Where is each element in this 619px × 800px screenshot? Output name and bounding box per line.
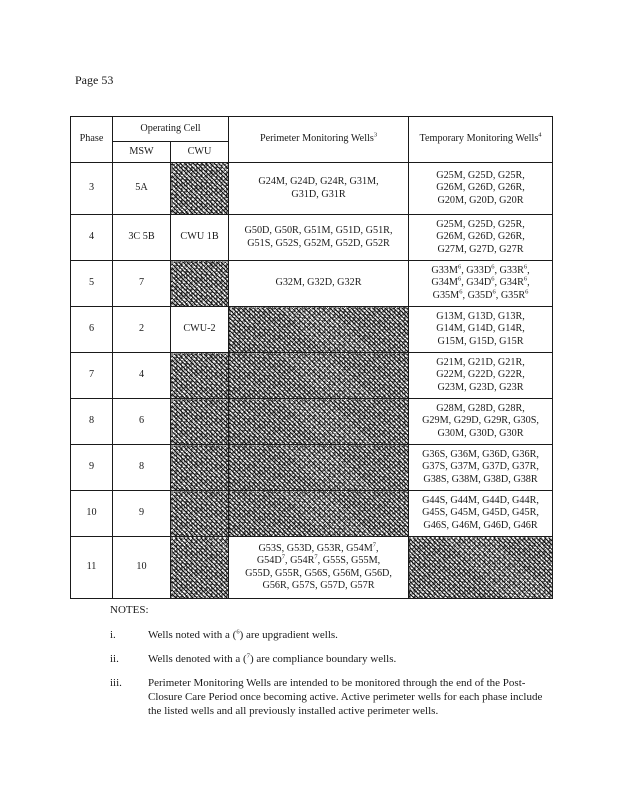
perimeter-wells-cell: G53S, G53D, G53R, $G54M^7$, $G54D^7$, $G54R^7$, G55S, G55M, G55D, G55R, G56S, G56M, G56D, G56R, G57S, G57D, G57R — [229, 537, 409, 599]
header-temporary-label: Temporary Monitoring Wells — [419, 133, 539, 145]
header-operating-cell: Operating Cell — [113, 117, 229, 142]
phase-cell: 8 — [71, 399, 113, 445]
table-row — [71, 491, 553, 537]
table-row — [71, 163, 553, 215]
cwu-cell — [171, 261, 229, 307]
cwu-cell: CWU 1B — [171, 215, 229, 261]
header-cwu: CWU — [171, 142, 229, 163]
note-text: Wells noted with a ($^6$) are upgradient wells. — [148, 628, 338, 641]
perimeter-wells-cell — [229, 491, 409, 537]
msw-cell: 3C 5B — [113, 215, 171, 261]
msw-cell: 5A — [113, 163, 171, 215]
perimeter-wells-cell: G32M, G32D, G32R — [229, 261, 409, 307]
header-perimeter-footnote: 3 — [373, 131, 378, 139]
note-item — [110, 628, 550, 642]
note-number: ii. — [110, 653, 119, 665]
phase-cell: 10 — [71, 491, 113, 537]
phase-cell: 5 — [71, 261, 113, 307]
cwu-cell — [171, 353, 229, 399]
header-perimeter-label: Perimeter Monitoring Wells — [259, 133, 374, 145]
cwu-cell: CWU-2 — [171, 307, 229, 353]
table-row — [71, 215, 553, 261]
note-number: i. — [110, 629, 116, 641]
phase-cell: 11 — [71, 537, 113, 599]
notes-list — [110, 628, 550, 718]
temporary-wells-cell: G28M, G28D, G28R, G29M, G29D, G29R, G30S, G30M, G30D, G30R — [409, 399, 553, 445]
note-item — [110, 652, 550, 666]
header-temporary-wells — [409, 117, 553, 163]
temporary-wells-cell: G44S, G44M, G44D, G44R, G45S, G45M, G45D, G45R, G46S, G46M, G46D, G46R — [409, 491, 553, 537]
msw-cell: 10 — [113, 537, 171, 599]
msw-cell: 4 — [113, 353, 171, 399]
table-body — [71, 163, 553, 599]
temporary-wells-cell — [409, 537, 553, 599]
page-number: Page 53 — [75, 73, 114, 87]
temporary-wells-cell: G21M, G21D, G21R, G22M, G22D, G22R, G23M, G23D, G23R — [409, 353, 553, 399]
perimeter-wells-cell: G24M, G24D, G24R, G31M, G31D, G31R — [229, 163, 409, 215]
cwu-cell — [171, 445, 229, 491]
msw-cell: 9 — [113, 491, 171, 537]
msw-cell: 7 — [113, 261, 171, 307]
note-item — [110, 676, 550, 718]
temporary-wells-cell: $G33M^6$, $G33D^6$, $G33R^6$, $G34M^6$, $G34D^6$, $G34R^6$, $G35M^6$, $G35D^6$, $G35R^6$ — [409, 261, 553, 307]
phase-cell: 6 — [71, 307, 113, 353]
temporary-wells-cell: G13M, G13D, G13R, G14M, G14D, G14R, G15M, G15D, G15R — [409, 307, 553, 353]
temporary-wells-cell: G25M, G25D, G25R, G26M, G26D, G26R, G27M, G27D, G27R — [409, 215, 553, 261]
phase-cell: 4 — [71, 215, 113, 261]
header-temporary-footnote: 4 — [538, 131, 542, 139]
phase-cell: 3 — [71, 163, 113, 215]
table-row — [71, 537, 553, 599]
perimeter-wells-cell — [229, 399, 409, 445]
cwu-cell — [171, 163, 229, 215]
header-perimeter-wells — [229, 117, 409, 163]
note-text: Wells denoted with a ($^7$) are compliance boundary wells. — [148, 652, 397, 665]
table-row — [71, 307, 553, 353]
temporary-wells-cell: G25M, G25D, G25R, G26M, G26D, G26R, G20M, G20D, G20R — [409, 163, 553, 215]
notes-section — [110, 604, 550, 728]
msw-cell: 6 — [113, 399, 171, 445]
header-phase: Phase — [71, 117, 113, 163]
cwu-cell — [171, 491, 229, 537]
phase-cell: 7 — [71, 353, 113, 399]
temporary-wells-cell: G36S, G36M, G36D, G36R, G37S, G37M, G37D, G37R, G38S, G38M, G38D, G38R — [409, 445, 553, 491]
perimeter-wells-cell — [229, 353, 409, 399]
phase-cell: 9 — [71, 445, 113, 491]
table-row — [71, 399, 553, 445]
notes-title: NOTES: — [110, 604, 149, 616]
perimeter-wells-cell: G50D, G50R, G51M, G51D, G51R, G51S, G52S, G52M, G52D, G52R — [229, 215, 409, 261]
cwu-cell — [171, 399, 229, 445]
table-row — [71, 261, 553, 307]
note-text: Perimeter Monitoring Wells are intended to be monitored through the end of the Post-Closure Care Period once becoming active. Active perimeter wells for each phase include the listed wells and all previously installed active perimeter wells. — [148, 677, 543, 717]
table-row — [71, 445, 553, 491]
msw-cell: 2 — [113, 307, 171, 353]
header-msw: MSW — [113, 142, 171, 163]
cwu-cell — [171, 537, 229, 599]
note-number: iii. — [110, 677, 122, 689]
table-row — [71, 353, 553, 399]
monitoring-wells-table — [70, 116, 553, 599]
perimeter-wells-cell — [229, 307, 409, 353]
perimeter-wells-cell — [229, 445, 409, 491]
msw-cell: 8 — [113, 445, 171, 491]
